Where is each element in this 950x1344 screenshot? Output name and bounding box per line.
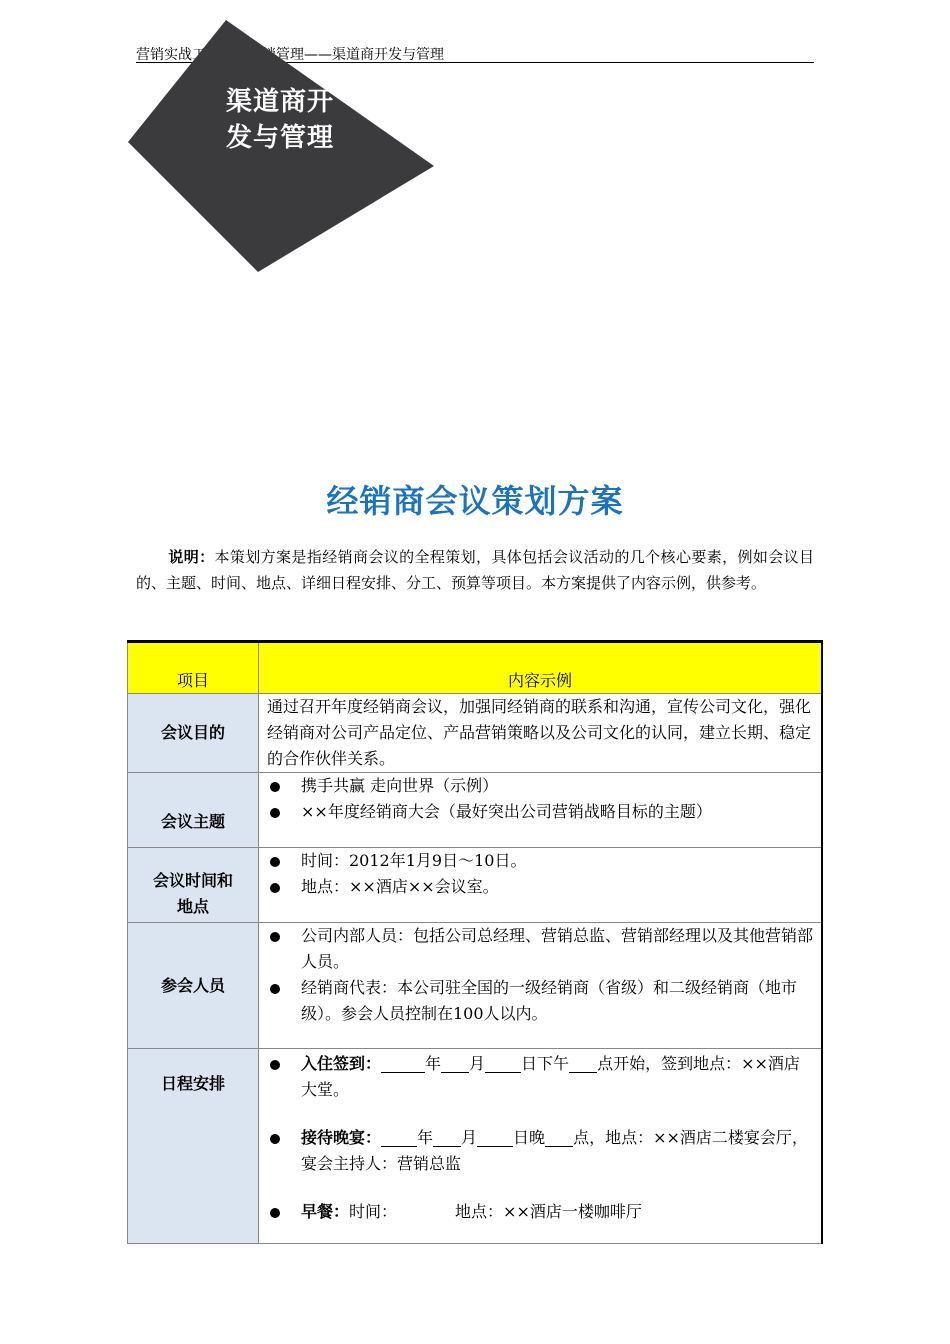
table-header-row [128,642,823,694]
dinner-month: 月 [461,1128,478,1147]
header-content: 内容示例 [259,642,823,694]
label-time-line-2: 地点 [176,897,209,916]
schedule-checkin [267,1051,813,1103]
blank-line [381,1054,425,1073]
theme-list [267,773,813,825]
list-item: 公司内部人员：包括公司总经理、营销总监、营销部经理以及其他营销部人员。 [267,923,813,975]
attendees-list [267,923,813,1027]
list-item: 时间：2012年1月9日～10日。 [267,848,813,874]
diamond-banner-title [200,84,360,156]
blank-line [569,1054,597,1073]
document-title: 经销商会议策划方案 [326,482,624,520]
checkin-day: 日下午 [521,1054,570,1073]
table-row-schedule [128,1049,823,1244]
intro-body: 本策划方案是指经销商会议的全程策划，具体包括会议活动的几个核心要素，例如会议目的、主题、时间、地点、详细日程安排、分工、预算等项目。本方案提供了内容示例，供参考。 [136,548,814,592]
checkin-title: 入住签到： [301,1054,382,1073]
breakfast-time: 时间： [349,1202,398,1221]
content-purpose [259,694,823,773]
blank-line [477,1128,513,1147]
list-item: 经销商代表：本公司驻全国的一级经销商（省级）和二级经销商（地市级）。参会人员控制在100人以内。 [267,975,813,1027]
content-theme [259,773,823,848]
breakfast-title: 早餐： [301,1202,350,1221]
content-time [259,848,823,923]
schedule-dinner [267,1125,813,1177]
checkin-year: 年 [425,1054,442,1073]
content-attendees [259,923,823,1049]
table-row-theme [128,773,823,848]
intro-paragraph [136,544,814,596]
checkin-month: 月 [469,1054,486,1073]
table-row-time [128,848,823,923]
list-item: 携手共赢 走向世界（示例） [267,773,813,799]
blank-line [545,1128,573,1147]
breakfast-place: 地点：××酒店一楼咖啡厅 [455,1202,642,1221]
purpose-text: 通过召开年度经销商会议，加强同经销商的联系和沟通，宣传公司文化，强化经销商对公司产品定位、产品营销策略以及公司文化的认同，建立长期、稳定的合作伙伴关系。 [267,697,812,768]
blank-line [441,1054,469,1073]
time-list [267,848,813,900]
plan-table [127,640,823,1244]
dinner-day: 日晚 [513,1128,546,1147]
checkin-hour: 点开始，签到地点：××酒店大堂。 [301,1054,800,1099]
diamond-title-line-1: 渠道商开 [225,87,334,117]
dinner-title: 接待晚宴： [301,1128,382,1147]
dinner-year: 年 [417,1128,434,1147]
label-schedule: 日程安排 [128,1049,259,1244]
blank-line [485,1054,521,1073]
label-attendees: 参会人员 [128,923,259,1049]
dinner-hour: 点，地点：××酒店二楼宴会厅，宴会主持人：营销总监 [301,1128,808,1173]
label-purpose: 会议目的 [128,694,259,773]
label-time-line-1: 会议时间和 [152,871,233,890]
blank-line [433,1128,461,1147]
table-row-attendees [128,923,823,1049]
diamond-title-line-2: 发与管理 [225,123,334,153]
list-item: ××年度经销商大会（最好突出公司营销战略目标的主题） [267,799,813,825]
table-row-purpose [128,694,823,773]
label-theme: 会议主题 [128,773,259,848]
content-schedule [259,1049,823,1244]
intro-lead: 说明： [168,548,215,566]
schedule-breakfast [267,1199,813,1225]
page-header: 营销实战工具——分销管理——渠道商开发与管理 [136,47,444,63]
header-item: 项目 [128,642,259,694]
label-time [128,848,259,923]
blank-line [381,1128,417,1147]
list-item: 地点：××酒店××会议室。 [267,874,813,900]
schedule-list [267,1051,813,1225]
